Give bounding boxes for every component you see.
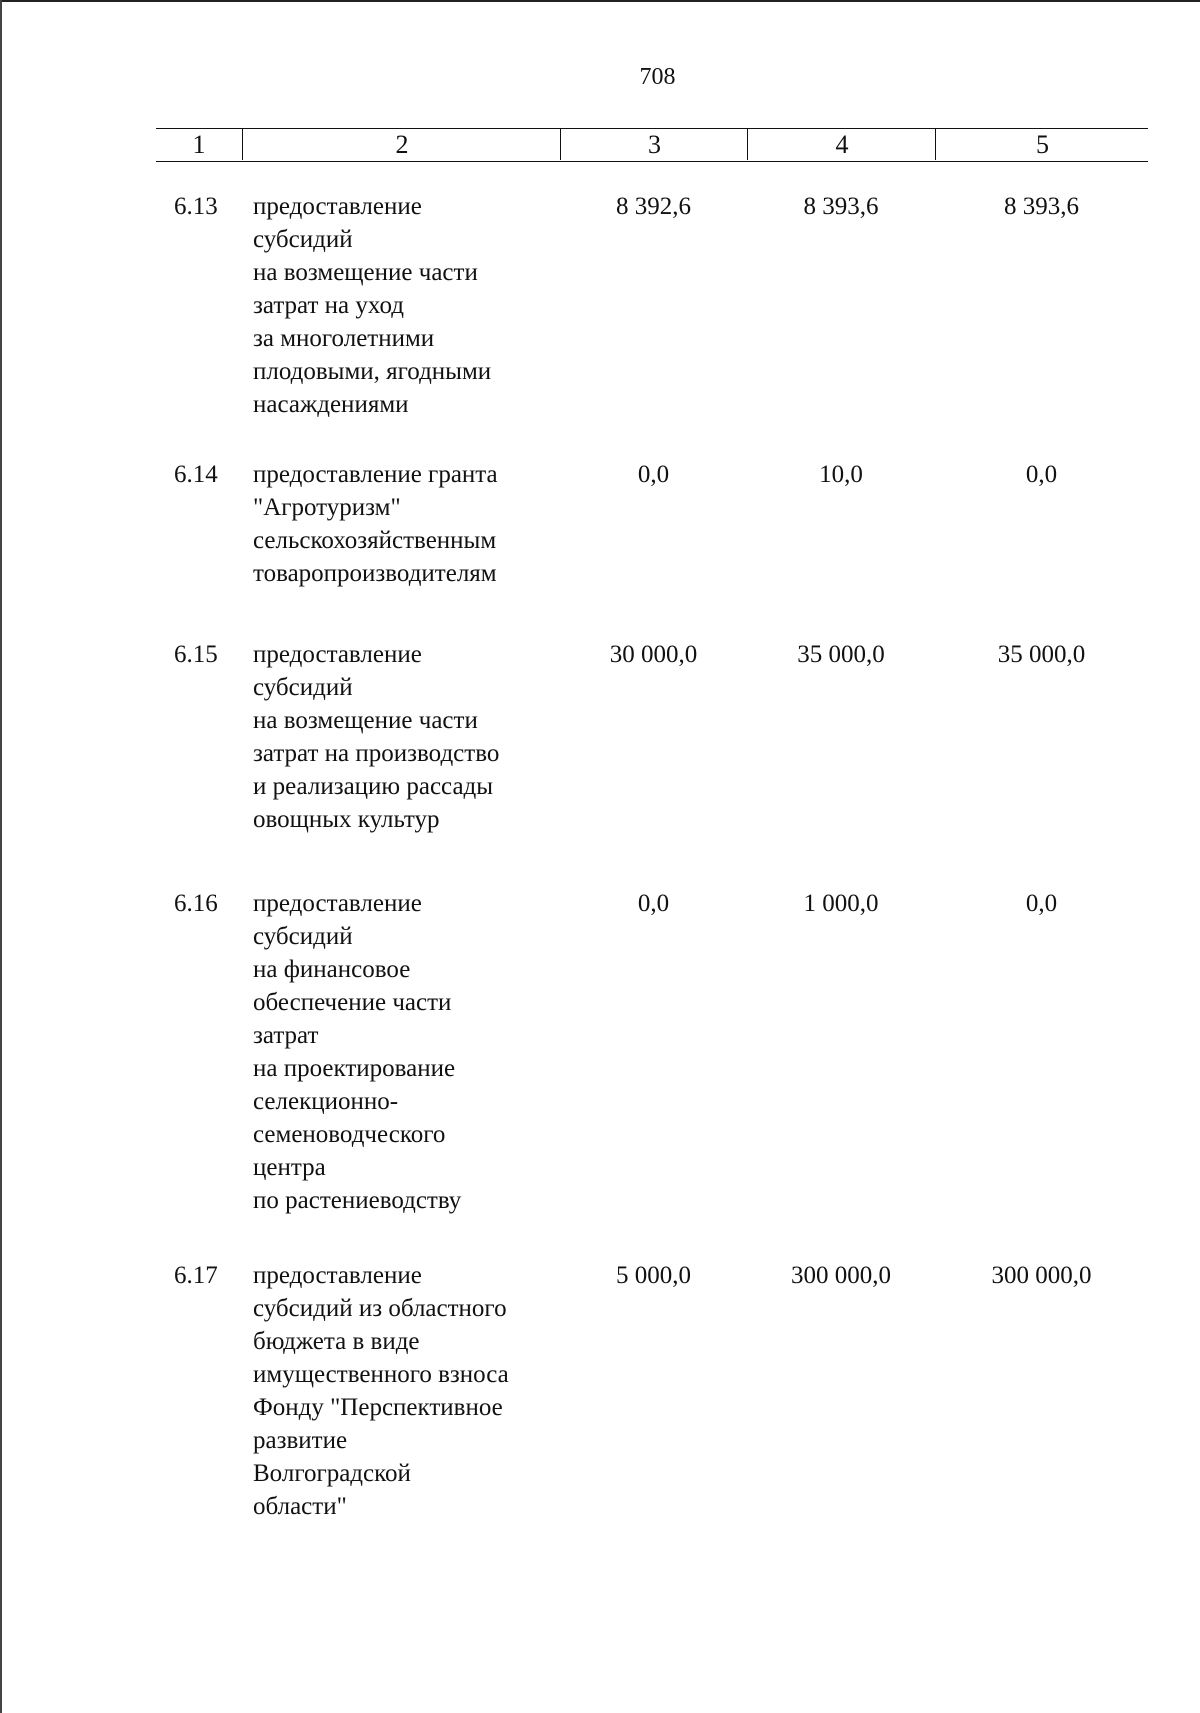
- description-line: сельскохозяйственным: [253, 527, 497, 554]
- table-row: [156, 887, 1148, 1217]
- description-line: субсидий: [253, 226, 353, 253]
- description-line: центра: [253, 1154, 326, 1181]
- row-description: [253, 190, 563, 421]
- value-col-5: 300 000,0: [991, 1262, 1092, 1289]
- table-row: [156, 458, 1148, 590]
- description-line: на финансовое: [253, 956, 411, 983]
- value-col-5: 8 393,6: [1004, 193, 1079, 220]
- row-spacer: [156, 836, 1148, 887]
- row-description: [253, 458, 563, 590]
- description-line: "Агротуризм": [253, 494, 401, 521]
- description-line: предоставление: [253, 890, 422, 917]
- description-line: насаждениями: [253, 391, 409, 418]
- description-line: овощных культур: [253, 806, 440, 833]
- row-spacer: [156, 1217, 1148, 1259]
- row-number: 6.16: [174, 890, 218, 917]
- description-line: семеноводческого: [253, 1121, 446, 1148]
- description-line: имущественного взноса: [253, 1361, 509, 1388]
- value-col-4: 1 000,0: [803, 890, 879, 917]
- header-col-3: 3: [560, 129, 748, 160]
- description-line: на возмещение части: [253, 259, 478, 286]
- value-col-3: 30 000,0: [609, 641, 698, 668]
- value-col-4: 8 393,6: [803, 193, 879, 220]
- value-col-5: 0,0: [1025, 890, 1058, 917]
- description-line: Волгоградской: [253, 1460, 411, 1487]
- header-col-2: 2: [242, 129, 561, 160]
- table-body: [156, 190, 1148, 1523]
- header-col-5: 5: [935, 129, 1149, 160]
- table-row: [156, 638, 1148, 836]
- page-top-edge: [0, 0, 1200, 2]
- page-left-edge: [0, 0, 2, 1713]
- row-spacer: [156, 590, 1148, 638]
- row-number: 6.14: [174, 461, 218, 488]
- value-col-3: 0,0: [637, 461, 670, 488]
- table-row: [156, 190, 1148, 421]
- description-line: бюджета в виде: [253, 1328, 420, 1355]
- description-line: и реализацию рассады: [253, 773, 494, 800]
- header-col-4: 4: [747, 129, 936, 160]
- row-number: 6.17: [174, 1262, 218, 1289]
- description-line: затрат на уход: [253, 292, 404, 319]
- description-line: предоставление: [253, 641, 422, 668]
- table-row: [156, 1259, 1148, 1523]
- page-number: 708: [639, 64, 676, 90]
- value-col-4: 35 000,0: [797, 641, 885, 668]
- description-line: субсидий из областного: [253, 1295, 507, 1322]
- row-description: [253, 887, 563, 1217]
- value-col-3: 5 000,0: [616, 1262, 691, 1289]
- description-line: затрат на производство: [253, 740, 500, 767]
- row-number: 6.13: [174, 193, 218, 220]
- description-line: субсидий: [253, 923, 353, 950]
- description-line: за многолетними: [253, 325, 435, 352]
- description-line: затрат: [253, 1022, 319, 1049]
- description-line: товаропроизводителям: [253, 560, 497, 587]
- description-line: по растениеводству: [253, 1187, 462, 1214]
- description-line: предоставление: [253, 1262, 422, 1289]
- value-col-3: 0,0: [637, 890, 670, 917]
- row-number: 6.15: [174, 641, 218, 668]
- description-line: на возмещение части: [253, 707, 478, 734]
- value-col-4: 10,0: [819, 461, 863, 488]
- description-line: предоставление: [253, 193, 422, 220]
- description-line: субсидий: [253, 674, 353, 701]
- row-description: [253, 638, 563, 836]
- description-line: развитие: [253, 1427, 348, 1454]
- header-col-1: 1: [192, 130, 206, 159]
- description-line: предоставление гранта: [253, 461, 498, 488]
- value-col-3: 8 392,6: [616, 193, 691, 220]
- table-header: [156, 128, 1148, 162]
- description-line: плодовыми, ягодными: [253, 358, 492, 385]
- description-line: Фонду "Перспективное: [253, 1394, 503, 1421]
- description-line: области": [253, 1493, 347, 1520]
- value-col-4: 300 000,0: [791, 1262, 891, 1289]
- description-line: селекционно-: [253, 1088, 399, 1115]
- row-spacer: [156, 421, 1148, 458]
- value-col-5: 0,0: [1025, 461, 1058, 488]
- description-line: обеспечение части: [253, 989, 452, 1016]
- value-col-5: 35 000,0: [997, 641, 1086, 668]
- row-description: [253, 1259, 563, 1523]
- description-line: на проектирование: [253, 1055, 456, 1082]
